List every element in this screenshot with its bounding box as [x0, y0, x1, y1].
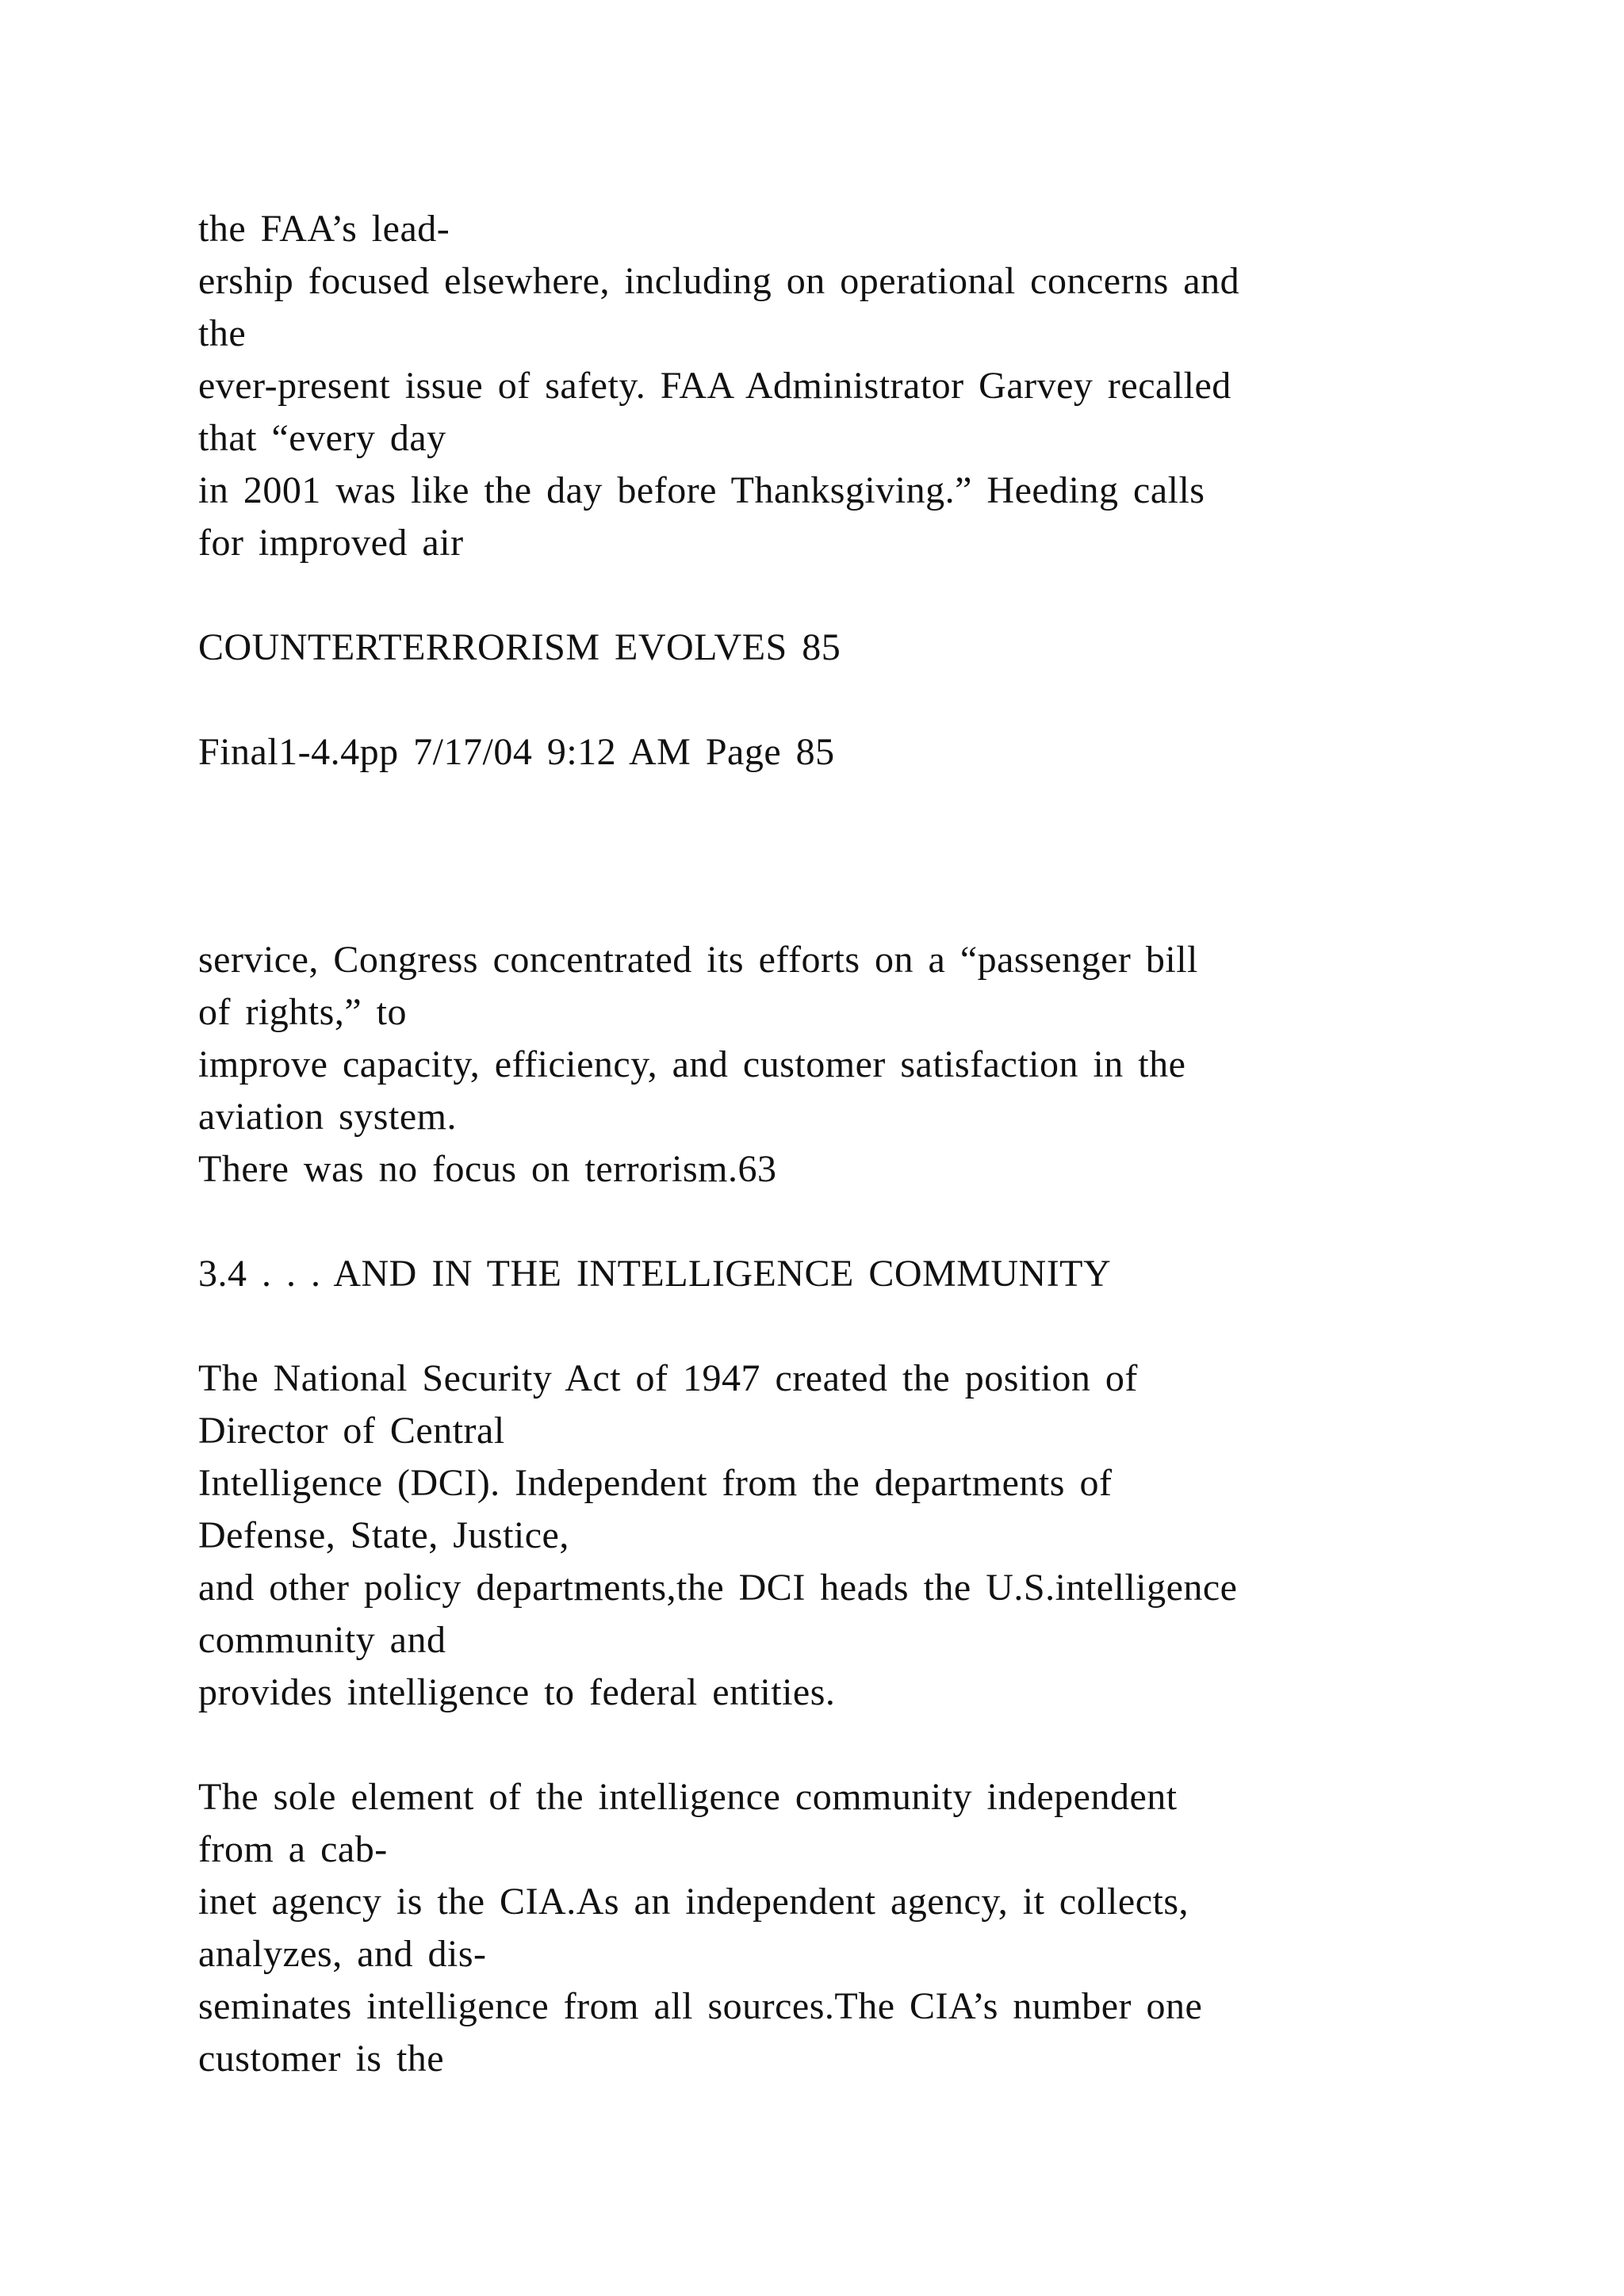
text-line: for improved air [198, 522, 464, 564]
text-block-congress [198, 934, 1515, 1196]
text-line: There was no focus on terrorism.63 [198, 1148, 777, 1190]
text-line: Director of Central [198, 1410, 505, 1452]
text-line: improve capacity, efficiency, and customer satisfaction in the [198, 1043, 1186, 1085]
slug-line [198, 726, 1515, 779]
paragraph-national-security-act [198, 1353, 1515, 1719]
text-line: The sole element of the intelligence community independent [198, 1776, 1178, 1818]
text-block-faa-leadership [198, 203, 1515, 569]
running-head [198, 622, 1515, 674]
running-head-text: COUNTERTERRORISM EVOLVES 85 [198, 626, 841, 668]
text-line: ever-present issue of safety. FAA Administrator Garvey recalled [198, 365, 1231, 407]
text-line: from a cab- [198, 1828, 388, 1870]
text-line: inet agency is the CIA.As an independent agency, it collects, [198, 1881, 1189, 1923]
text-line: the [198, 312, 247, 354]
text-line: of rights,” to [198, 991, 407, 1033]
text-line: service, Congress concentrated its efforts on a “passenger bill [198, 939, 1198, 981]
section-heading [198, 1248, 1515, 1300]
text-line: analyzes, and dis- [198, 1933, 487, 1975]
text-line: The National Security Act of 1947 created the position of [198, 1357, 1138, 1399]
text-line: and other policy departments,the DCI heads the U.S.intelligence [198, 1567, 1238, 1609]
slug-line-text: Final1-4.4pp 7/17/04 9:12 AM Page 85 [198, 731, 835, 773]
section-heading-text: 3.4 . . . AND IN THE INTELLIGENCE COMMUNITY [198, 1253, 1112, 1295]
text-line: customer is the [198, 2038, 445, 2080]
text-line: seminates intelligence from all sources.The CIA’s number one [198, 1985, 1203, 2027]
text-line: ership focused elsewhere, including on operational concerns and [198, 260, 1240, 302]
text-line: the FAA’s lead- [198, 208, 450, 250]
paragraph-cia [198, 1771, 1515, 2085]
text-line: that “every day [198, 417, 446, 459]
text-line: aviation system. [198, 1096, 457, 1138]
text-line: community and [198, 1619, 446, 1661]
text-line: Intelligence (DCI). Independent from the departments of [198, 1462, 1113, 1504]
text-line: provides intelligence to federal entities. [198, 1671, 836, 1713]
text-line: in 2001 was like the day before Thanksgiving.” Heeding calls [198, 469, 1205, 511]
text-line: Defense, State, Justice, [198, 1514, 569, 1556]
